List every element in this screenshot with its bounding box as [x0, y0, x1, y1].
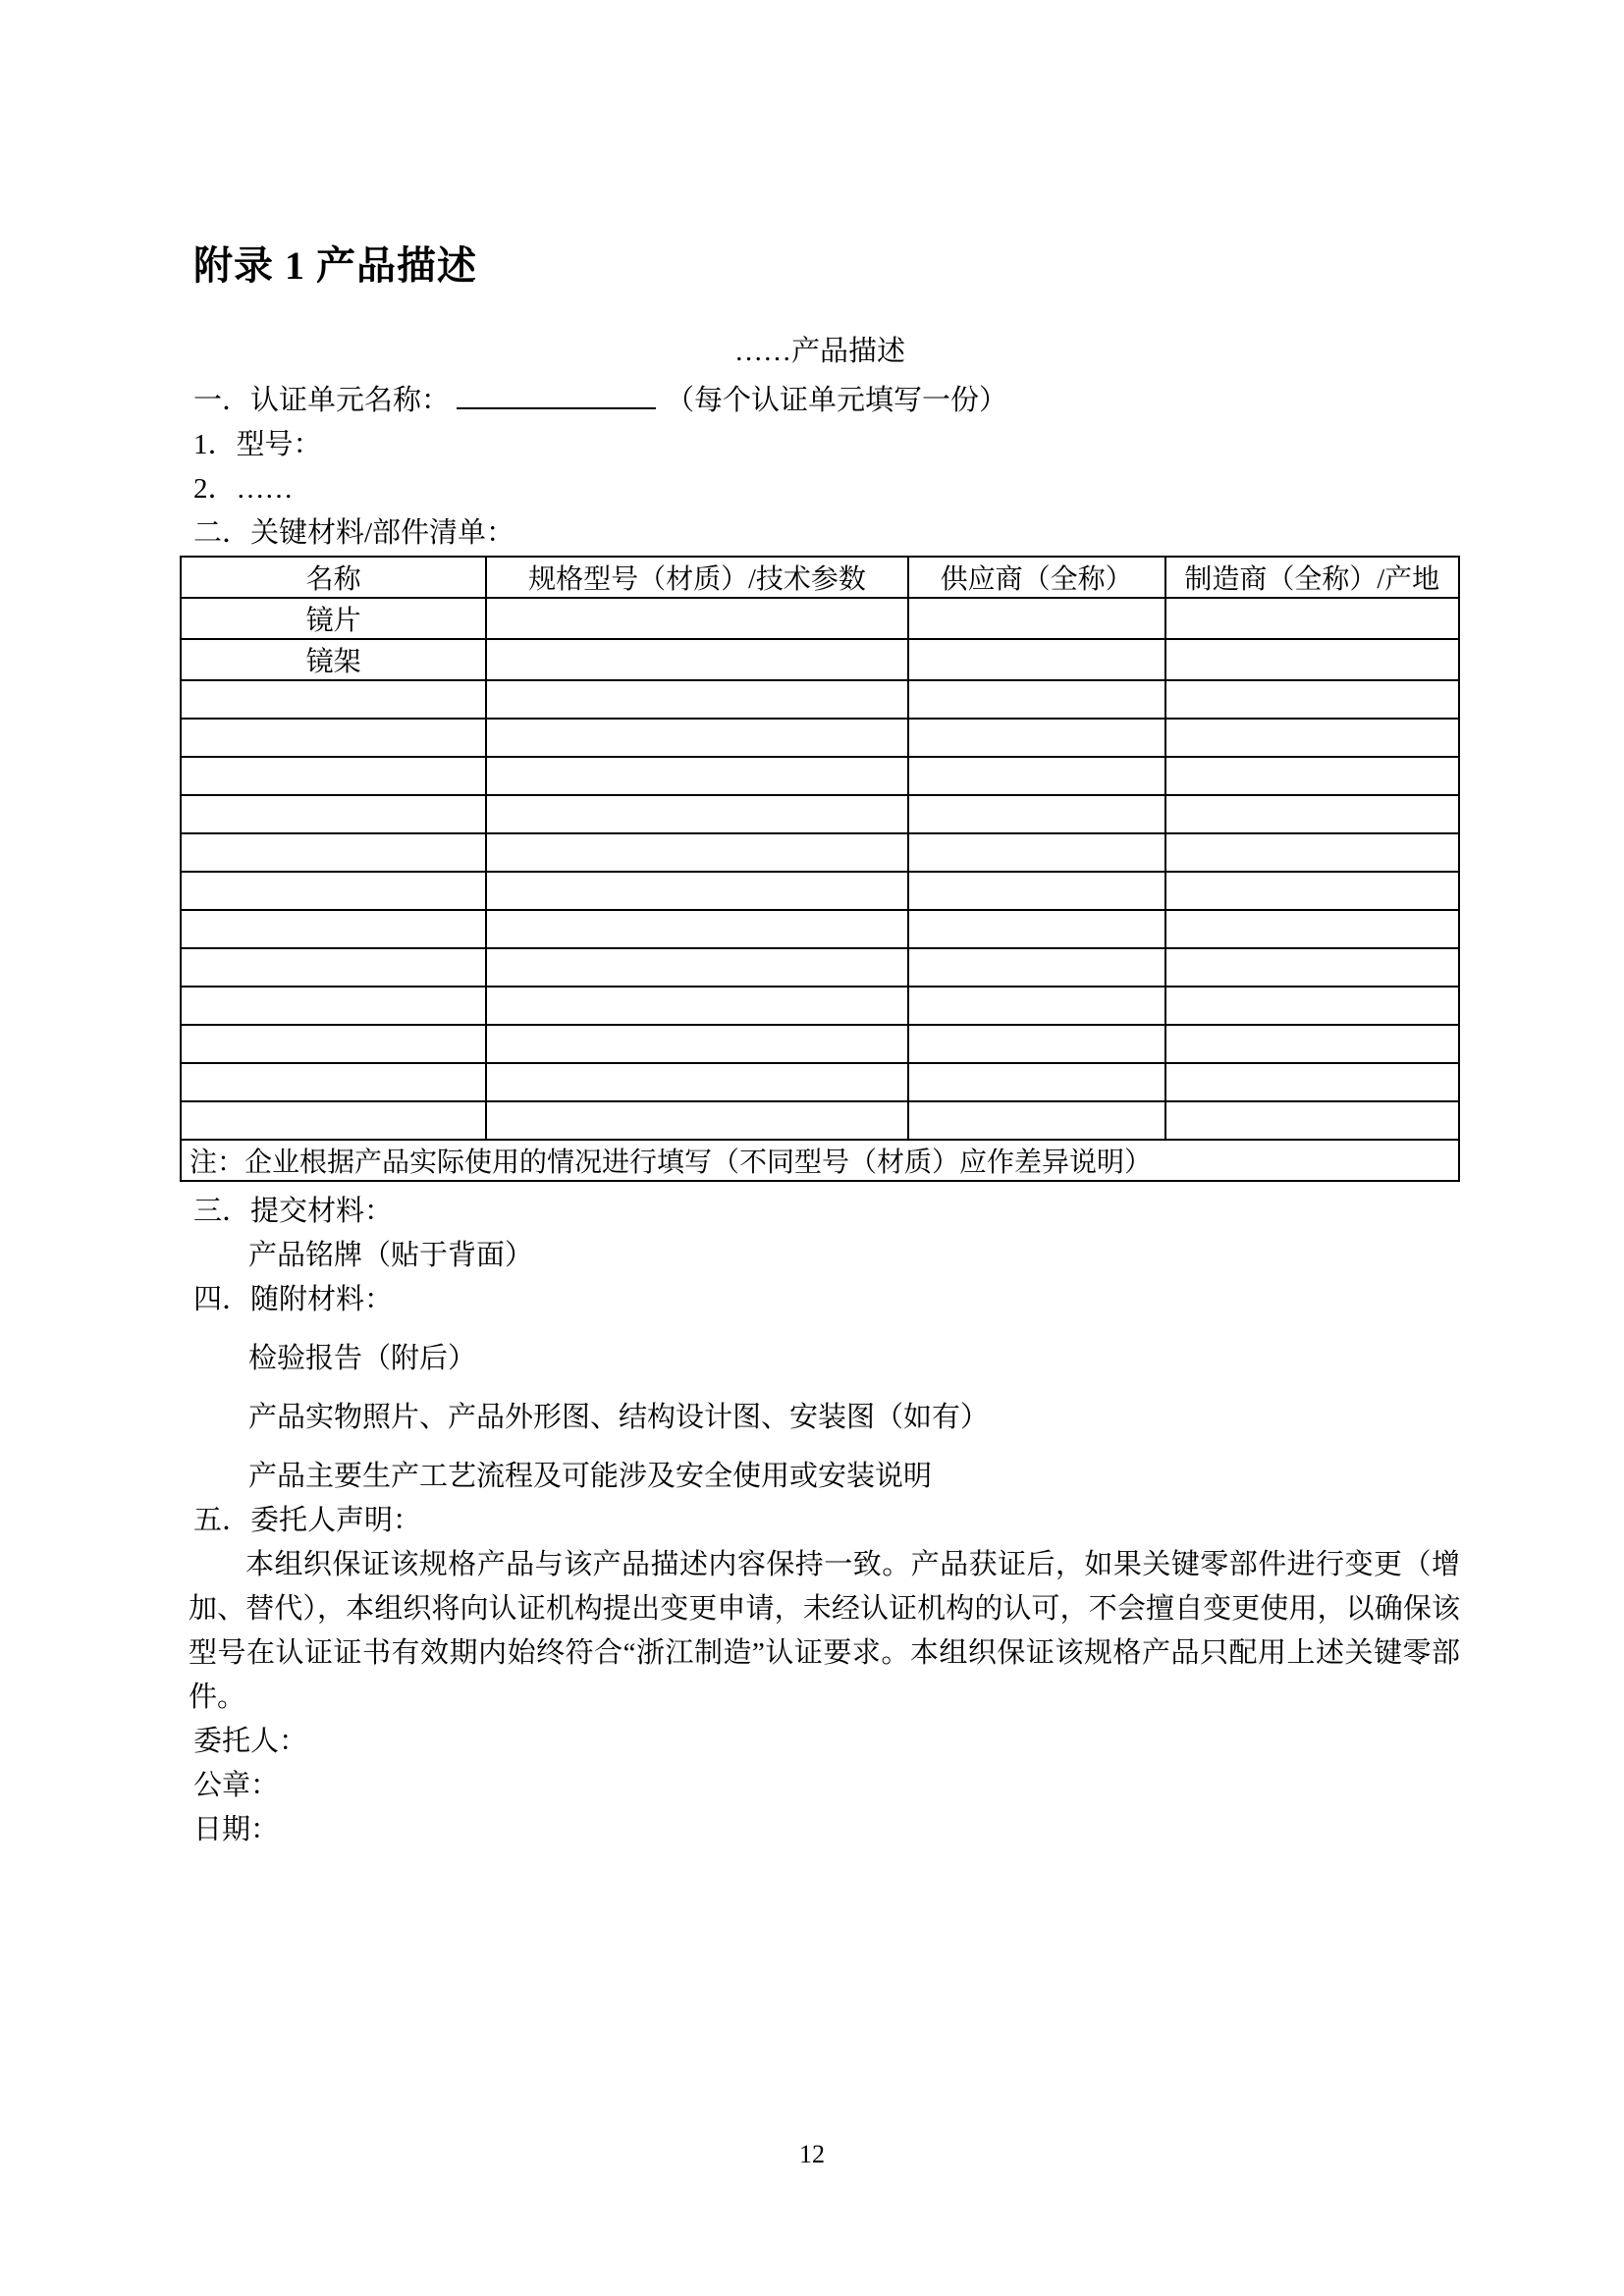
- page-number: 12: [799, 2140, 825, 2168]
- empty-cell: [181, 872, 486, 910]
- empty-cell: [1165, 1025, 1459, 1063]
- table-empty-row: [181, 987, 1459, 1025]
- empty-cell: [1165, 757, 1459, 795]
- empty-cell: [908, 680, 1165, 719]
- empty-cell: [486, 1025, 908, 1063]
- appendix-title: 附录 1 产品描述: [193, 243, 477, 288]
- empty-cell: [908, 598, 1165, 639]
- empty-cell: [908, 795, 1165, 833]
- empty-cell: [181, 1063, 486, 1101]
- model-line: 1．型号：: [193, 429, 322, 460]
- materials-table: [180, 556, 1460, 1182]
- ellipsis-line: 2．……: [193, 473, 294, 505]
- empty-cell: [1165, 1101, 1459, 1140]
- empty-cell: [181, 910, 486, 948]
- empty-cell: [486, 987, 908, 1025]
- table-empty-row: [181, 872, 1459, 910]
- unit-name-line: [193, 379, 1460, 423]
- declaration-heading: 五．委托人声明：: [193, 1505, 422, 1536]
- empty-cell: [181, 757, 486, 795]
- empty-cell: [1165, 680, 1459, 719]
- empty-cell: [908, 1101, 1165, 1140]
- declaration-paragraph: 本组织保证该规格产品与该产品描述内容保持一致。产品获证后，如果关键零部件进行变更（增加、替代），本组织将向认证机构提出变更申请，未经认证机构的认可，不会擅自变更使用，以确保该型号在认证证书有效期内始终符合“浙江制造”认证要求。本组织保证该规格产品只配用上述关键零部件。: [189, 1549, 1460, 1713]
- empty-cell: [486, 757, 908, 795]
- table-empty-row: [181, 795, 1459, 833]
- empty-cell: [181, 1025, 486, 1063]
- table-row-lens: [181, 598, 1459, 639]
- table-empty-row: [181, 833, 1459, 872]
- header-spec: 规格型号（材质）/技术参数: [486, 557, 908, 598]
- empty-cell: [1165, 910, 1459, 948]
- empty-cell: [181, 948, 486, 987]
- table-note-cell: 注：企业根据产品实际使用的情况进行填写（不同型号（材质）应作差异说明）: [181, 1140, 1459, 1181]
- empty-cell: [181, 1101, 486, 1140]
- empty-cell: [486, 680, 908, 719]
- doc-subtitle: ……产品描述: [733, 336, 905, 367]
- empty-cell: [1165, 795, 1459, 833]
- lens-name-cell: 镜片: [181, 598, 486, 639]
- table-empty-row: [181, 680, 1459, 719]
- table-empty-row: [181, 1063, 1459, 1101]
- table-row-frame: [181, 639, 1459, 680]
- empty-cell: [1165, 948, 1459, 987]
- empty-cell: [908, 833, 1165, 872]
- header-manufacturer: 制造商（全称）/产地: [1165, 557, 1459, 598]
- empty-cell: [486, 795, 908, 833]
- product-drawings-line: 产品实物照片、产品外形图、结构设计图、安装图（如有）: [248, 1402, 990, 1433]
- empty-cell: [1165, 872, 1459, 910]
- table-note-row: [181, 1140, 1459, 1181]
- empty-cell: [1165, 639, 1459, 680]
- empty-cell: [908, 639, 1165, 680]
- table-empty-row: [181, 719, 1459, 757]
- table-empty-row: [181, 1025, 1459, 1063]
- empty-cell: [181, 833, 486, 872]
- empty-cell: [908, 872, 1165, 910]
- empty-cell: [486, 872, 908, 910]
- empty-cell: [181, 795, 486, 833]
- empty-cell: [1165, 1063, 1459, 1101]
- unit-name-label: 一．认证单元名称：: [193, 385, 451, 416]
- empty-cell: [486, 948, 908, 987]
- table-empty-row: [181, 1101, 1459, 1140]
- table-empty-row: [181, 757, 1459, 795]
- empty-cell: [908, 1025, 1165, 1063]
- empty-cell: [1165, 987, 1459, 1025]
- empty-cell: [486, 1063, 908, 1101]
- seal-line: 公章：: [193, 1770, 280, 1801]
- header-supplier: 供应商（全称）: [908, 557, 1165, 598]
- materials-list-line: 二．关键材料/部件清单：: [193, 517, 515, 549]
- empty-cell: [908, 757, 1165, 795]
- empty-cell: [1165, 598, 1459, 639]
- table-empty-row: [181, 910, 1459, 948]
- production-process-line: 产品主要生产工艺流程及可能涉及安全使用或安装说明: [248, 1461, 933, 1492]
- table-empty-row: [181, 948, 1459, 987]
- empty-cell: [1165, 833, 1459, 872]
- empty-cell: [486, 833, 908, 872]
- empty-cell: [486, 639, 908, 680]
- attached-materials-line: 四．随附材料：: [193, 1284, 394, 1315]
- table-header-row: [181, 557, 1459, 598]
- date-line: 日期：: [193, 1814, 280, 1845]
- frame-name-cell: 镜架: [181, 639, 486, 680]
- unit-name-note: （每个认证单元填写一份）: [666, 385, 1008, 416]
- empty-cell: [486, 1101, 908, 1140]
- consignor-line: 委托人：: [193, 1726, 308, 1757]
- submit-materials-line: 三．提交材料：: [193, 1196, 394, 1227]
- empty-cell: [181, 680, 486, 719]
- inspection-report-line: 检验报告（附后）: [248, 1343, 477, 1374]
- empty-cell: [486, 910, 908, 948]
- empty-cell: [486, 598, 908, 639]
- header-name: 名称: [181, 557, 486, 598]
- nameplate-line: 产品铭牌（贴于背面）: [248, 1240, 534, 1271]
- empty-cell: [908, 1063, 1165, 1101]
- empty-cell: [908, 948, 1165, 987]
- empty-cell: [908, 719, 1165, 757]
- empty-cell: [908, 987, 1165, 1025]
- empty-cell: [1165, 719, 1459, 757]
- empty-cell: [486, 719, 908, 757]
- empty-cell: [181, 719, 486, 757]
- empty-cell: [908, 910, 1165, 948]
- fill-in-blank: [457, 380, 656, 409]
- empty-cell: [181, 987, 486, 1025]
